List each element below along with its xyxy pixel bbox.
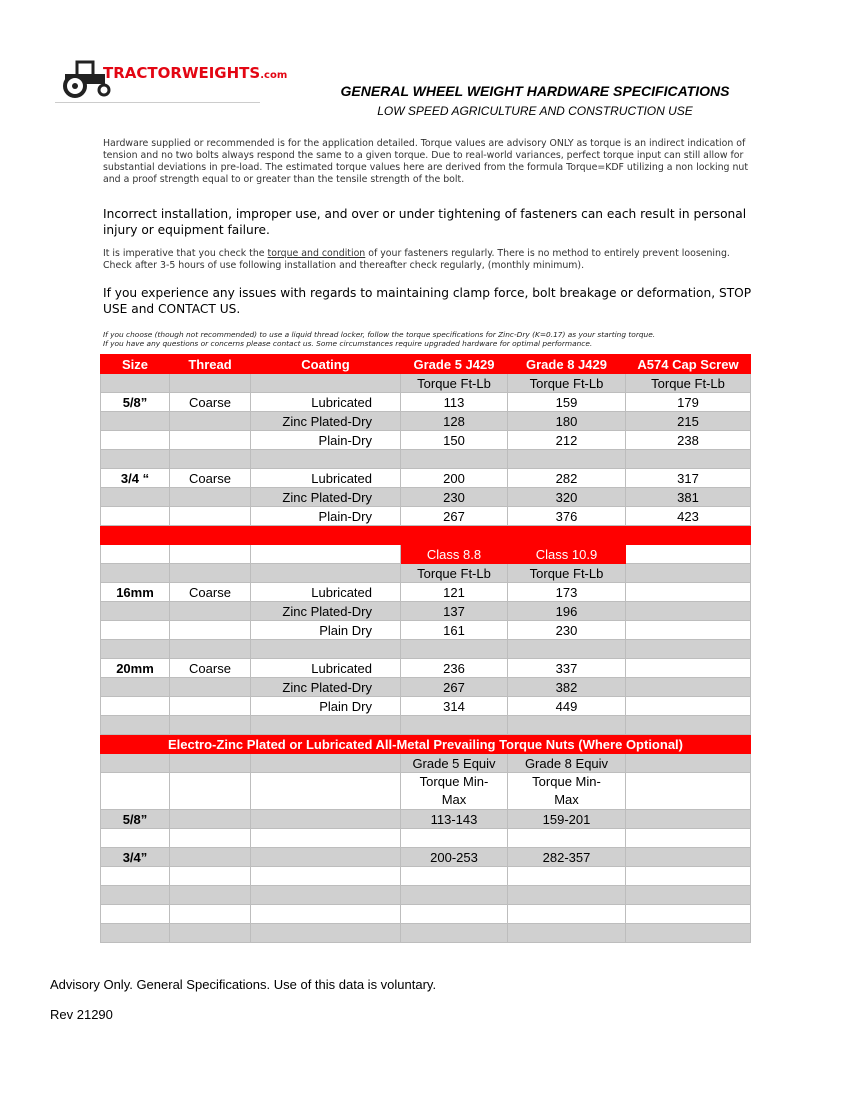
value-cell: 121 <box>401 583 508 602</box>
value-cell: 113-143 <box>401 810 508 829</box>
size-cell: 3/4” <box>101 848 170 867</box>
table-row <box>101 488 751 507</box>
unit-cell: Torque Ft-Lb <box>401 374 508 393</box>
coating-cell: Lubricated <box>251 659 401 678</box>
thread-cell: Coarse <box>170 469 251 488</box>
logo-divider <box>55 102 260 103</box>
table-row <box>101 848 751 867</box>
unit-cell: Torque Ft-Lb <box>626 374 751 393</box>
table-row <box>101 659 751 678</box>
metric-class-row <box>101 545 751 564</box>
thread-cell: Coarse <box>170 393 251 412</box>
contact-paragraph: If you experience any issues with regards to maintaining clamp force, bolt breakage or deformation, STOP USE and CONTACT US. <box>103 286 752 316</box>
unit-cell: Torque Ft-Lb <box>508 564 626 583</box>
value-cell: 159 <box>508 393 626 412</box>
table-row <box>101 583 751 602</box>
size-cell: 5/8” <box>101 810 170 829</box>
value-cell: 376 <box>508 507 626 526</box>
header-size: Size <box>101 355 170 374</box>
coating-cell: Plain Dry <box>251 697 401 716</box>
unit-cell: Torque Ft-Lb <box>508 374 626 393</box>
value-cell: 180 <box>508 412 626 431</box>
value-cell: 267 <box>401 507 508 526</box>
spacer-row <box>101 450 751 469</box>
value-cell: 230 <box>401 488 508 507</box>
header-coating: Coating <box>251 355 401 374</box>
table-row <box>101 810 751 829</box>
coating-cell: Plain-Dry <box>251 431 401 450</box>
value-cell: 282-357 <box>508 848 626 867</box>
spacer-row <box>101 886 751 905</box>
nuts-unit-cell <box>401 773 508 810</box>
class-8-8-header: Class 8.8 <box>401 545 508 564</box>
value-cell: 150 <box>401 431 508 450</box>
table-row <box>101 678 751 697</box>
torque-condition-link: torque and condition <box>267 248 366 259</box>
value-cell: 196 <box>508 602 626 621</box>
value-cell: 282 <box>508 469 626 488</box>
logo-part1: TRACTOR <box>103 64 182 82</box>
coating-cell: Zinc Plated-Dry <box>251 678 401 697</box>
logo-suffix: .com <box>260 70 288 81</box>
table-row <box>101 602 751 621</box>
coating-cell: Lubricated <box>251 393 401 412</box>
value-cell: 200-253 <box>401 848 508 867</box>
size-cell: 3/4 “ <box>101 469 170 488</box>
disclaimer-paragraph: Hardware supplied or recommended is for the application detailed. Torque values are advisory ONLY as torque is an indirect indication of tension and no two bolts always respond the same to a given torque. Due to real-world variances, perfect torque input can still allow for substantial deviations in pre-load. The estimated torque values here are derived from the formula Torque=KDF utilizing a non locking nut and a proof strength equal to or greater than the tensile strength of the bolt. <box>103 138 749 185</box>
document-title: GENERAL WHEEL WEIGHT HARDWARE SPECIFICATIONS <box>340 83 730 99</box>
coating-cell: Plain-Dry <box>251 507 401 526</box>
value-cell: 320 <box>508 488 626 507</box>
spacer-row <box>101 924 751 943</box>
value-cell: 314 <box>401 697 508 716</box>
check-text-end: of your fasteners regularly. There is no method to entirely prevent loosening. Check after 3-5 hours of use following installation and thereafter check regularly, (monthly minimum). <box>103 248 730 271</box>
table-row <box>101 431 751 450</box>
coating-cell: Lubricated <box>251 583 401 602</box>
thread-cell: Coarse <box>170 659 251 678</box>
value-cell: 381 <box>626 488 751 507</box>
coating-cell: Lubricated <box>251 469 401 488</box>
header-grade8: Grade 8 J429 <box>508 355 626 374</box>
warning-paragraph: Incorrect installation, improper use, and over or under tightening of fasteners can each result in personal injury or equipment failure. <box>103 207 747 237</box>
table-row <box>101 507 751 526</box>
class-10-9-header: Class 10.9 <box>508 545 626 564</box>
nuts-unit-line1: Torque Min- <box>532 774 601 789</box>
nuts-grade5-header: Grade 5 Equiv <box>401 754 508 773</box>
spacer-row <box>101 716 751 735</box>
advisory-footer: Advisory Only. General Specifications. Use of this data is voluntary. <box>50 977 437 992</box>
spacer-row <box>101 867 751 886</box>
value-cell: 238 <box>626 431 751 450</box>
spacer-row <box>101 905 751 924</box>
check-text-start: It is imperative that you check the <box>103 248 268 259</box>
spacer-row <box>101 640 751 659</box>
unit-cell: Torque Ft-Lb <box>401 564 508 583</box>
logo-wordmark <box>103 63 287 82</box>
unit-row <box>101 564 751 583</box>
table-row <box>101 412 751 431</box>
revision-footer: Rev 21290 <box>50 1007 113 1022</box>
nuts-unit-row <box>101 773 751 810</box>
table-row <box>101 697 751 716</box>
value-cell: 200 <box>401 469 508 488</box>
table-row <box>101 393 751 412</box>
value-cell: 317 <box>626 469 751 488</box>
document-subtitle: LOW SPEED AGRICULTURE AND CONSTRUCTION USE <box>377 104 693 118</box>
coating-cell: Zinc Plated-Dry <box>251 602 401 621</box>
header-a574: A574 Cap Screw <box>626 355 751 374</box>
coating-cell: Zinc Plated-Dry <box>251 488 401 507</box>
value-cell: 423 <box>626 507 751 526</box>
nuts-unit-line2: Max <box>441 792 467 807</box>
table-header-row <box>101 355 751 374</box>
nuts-header: Electro-Zinc Plated or Lubricated All-Metal Prevailing Torque Nuts (Where Optional) <box>101 735 751 754</box>
value-cell: 449 <box>508 697 626 716</box>
note-line-2: If you have any questions or concerns please contact us. Some circumstances require upgraded hardware for optimal performance. <box>103 339 593 348</box>
note-line-1: If you choose (though not recommended) to use a liquid thread locker, follow the torque specifications for Zinc-Dry (K=0.17) as your starting torque. <box>103 330 656 339</box>
torque-spec-table <box>100 354 751 943</box>
table-row <box>101 621 751 640</box>
section-divider <box>101 526 751 545</box>
spacer-row <box>101 829 751 848</box>
header-thread: Thread <box>170 355 251 374</box>
value-cell: 128 <box>401 412 508 431</box>
nuts-unit-line1: Torque Min- <box>419 774 489 789</box>
value-cell: 382 <box>508 678 626 697</box>
value-cell: 267 <box>401 678 508 697</box>
value-cell: 113 <box>401 393 508 412</box>
size-cell: 20mm <box>101 659 170 678</box>
unit-row <box>101 374 751 393</box>
nuts-grade8-header: Grade 8 Equiv <box>508 754 626 773</box>
value-cell: 236 <box>401 659 508 678</box>
size-cell: 16mm <box>101 583 170 602</box>
value-cell: 137 <box>401 602 508 621</box>
coating-cell: Plain Dry <box>251 621 401 640</box>
nuts-unit-line2: Max <box>554 792 579 807</box>
check-paragraph <box>103 248 753 272</box>
nuts-unit-cell <box>508 773 626 810</box>
nuts-header-row <box>101 735 751 754</box>
value-cell: 159-201 <box>508 810 626 829</box>
thread-cell: Coarse <box>170 583 251 602</box>
nuts-grade-row <box>101 754 751 773</box>
note-paragraph <box>103 330 753 348</box>
size-cell: 5/8” <box>101 393 170 412</box>
coating-cell: Zinc Plated-Dry <box>251 412 401 431</box>
value-cell: 173 <box>508 583 626 602</box>
value-cell: 337 <box>508 659 626 678</box>
value-cell: 230 <box>508 621 626 640</box>
logo-part2: WEIGHTS <box>181 64 261 82</box>
table-row <box>101 469 751 488</box>
value-cell: 212 <box>508 431 626 450</box>
value-cell: 161 <box>401 621 508 640</box>
header-grade5: Grade 5 J429 <box>401 355 508 374</box>
value-cell: 179 <box>626 393 751 412</box>
value-cell: 215 <box>626 412 751 431</box>
